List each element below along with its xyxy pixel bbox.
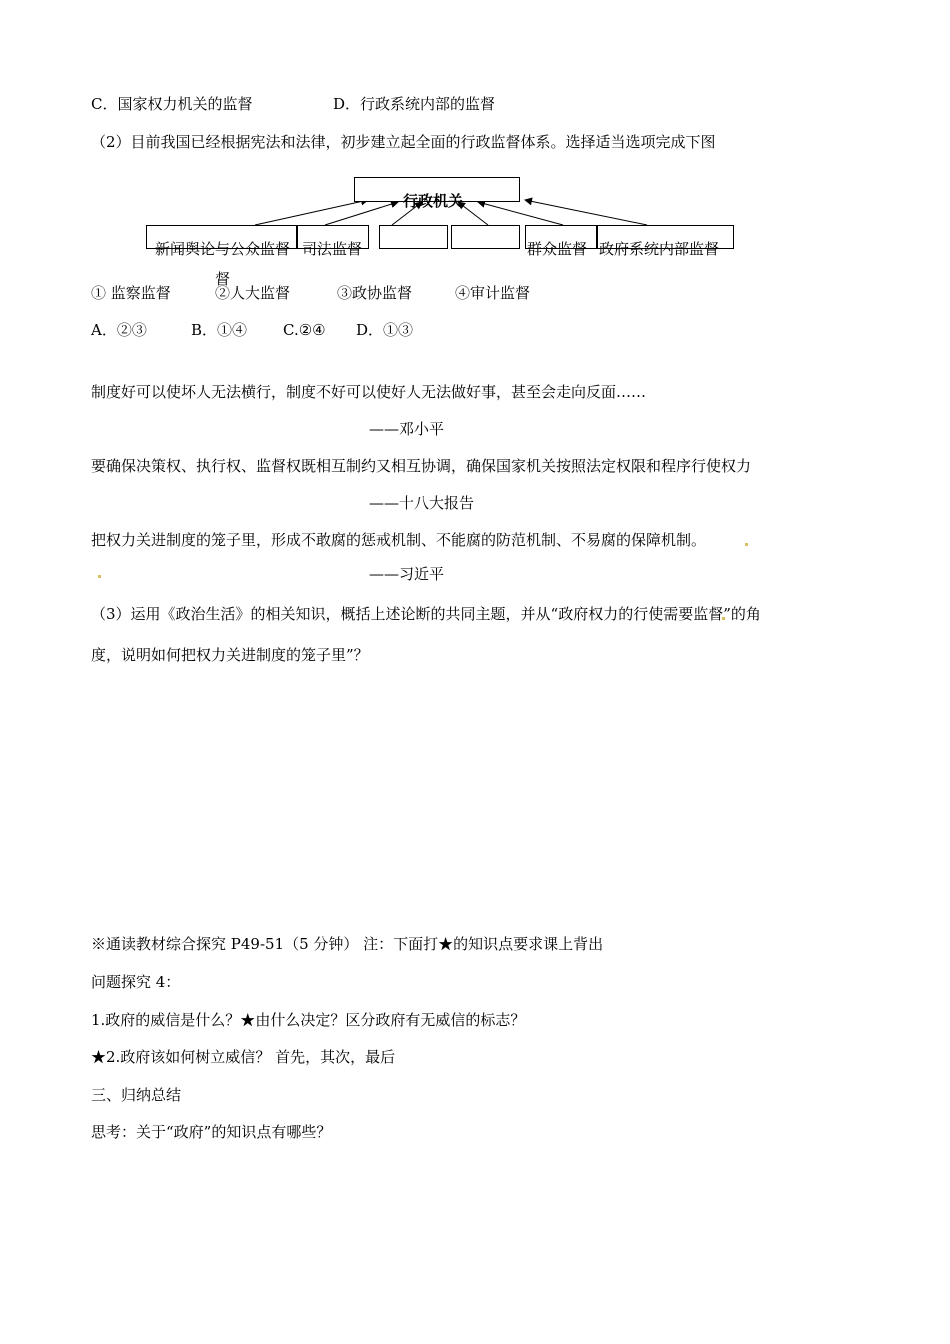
quote-3-source: ——习近平 <box>369 565 445 583</box>
reading-question-2: ★2.政府该如何树立威信？ 首先，其次，最后 <box>91 1048 396 1066</box>
quote-3-text: 把权力关进制度的笼子里，形成不敢腐的惩戒机制、不能腐的防范机制、不易腐的保障机制。 <box>91 531 707 549</box>
question-3-line-1: （3）运用《政治生活》的相关知识，概括上述论断的共同主题，并从“政府权力的行使需要监督”的角 <box>91 605 761 623</box>
quote-1-text: 制度好可以使坏人无法横行，制度不好可以使好人无法做好事，甚至会走向反面…… <box>91 383 647 401</box>
diagram-box-1-label-wrap: 督 <box>215 270 231 288</box>
diagram-box-6-label: 政府系统内部监督 <box>599 240 720 258</box>
diagram-box-5-label: 群众监督 <box>527 240 588 258</box>
question-2-stem: （2）目前我国已经根据宪法和法律，初步建立起全面的行政监督体系。选择适当选项完成下图 <box>91 133 716 151</box>
diagram-box-2-label: 司法监督 <box>302 240 363 258</box>
choice-b: B．①④ <box>191 321 248 339</box>
center-box <box>354 177 520 210</box>
diagram-box-4-blank[interactable] <box>451 225 520 249</box>
option-d: D．行政系统内部的监督 <box>333 95 496 113</box>
choice-a: A．②③ <box>91 321 147 339</box>
reading-question-1: 1.政府的威信是什么？★由什么决定？区分政府有无威信的标志？ <box>91 1011 526 1029</box>
summary-think: 思考：关于“政府”的知识点有哪些？ <box>91 1123 332 1141</box>
arrow-6 <box>525 200 647 225</box>
quote-1-source: ——邓小平 <box>369 420 445 438</box>
item-3: ③政协监督 <box>337 284 413 302</box>
arrow-1 <box>255 200 368 225</box>
quote-2-text: 要确保决策权、执行权、监督权既相互制约又相互协调，确保国家机关按照法定权限和程序行使权力 <box>91 457 752 475</box>
reading-note: ※通读教材综合探究 P49-51（5 分钟） 注：下面打★的知识点要求课上背出 <box>91 935 604 953</box>
summary-heading: 三、归纳总结 <box>91 1086 182 1104</box>
diagram-box-1-label: 新闻舆论与公众监督 <box>155 240 291 258</box>
quote-2-source: ——十八大报告 <box>369 494 475 512</box>
arrow-2 <box>325 202 398 225</box>
decorative-dot <box>745 543 748 546</box>
reading-heading: 问题探究 4： <box>91 973 181 991</box>
diagram-box-3-blank[interactable] <box>379 225 448 249</box>
item-4: ④审计监督 <box>455 284 531 302</box>
choice-d: D．①③ <box>356 321 414 339</box>
choice-c: C.②④ <box>283 321 326 339</box>
question-3-line-2: 度，说明如何把权力关进制度的笼子里”？ <box>91 646 369 664</box>
center-box-label: 行政机关 <box>403 192 464 210</box>
item-1: ① 监察监督 <box>91 284 171 302</box>
decorative-dot <box>98 575 101 578</box>
diagram-arrows <box>0 0 950 300</box>
item-2: ②人大监督 <box>215 284 291 302</box>
option-c: C．国家权力机关的监督 <box>91 95 253 113</box>
